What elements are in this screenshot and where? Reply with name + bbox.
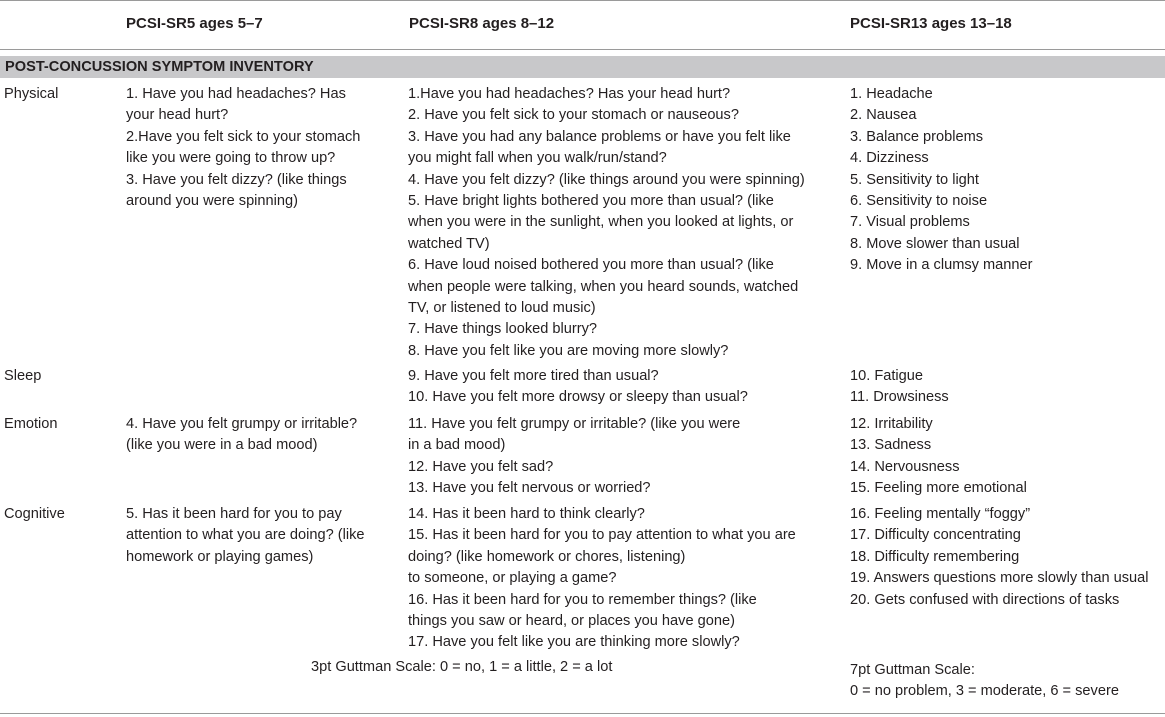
text-line: when people were talking, when you heard sounds, watched [408,278,799,295]
emotion-sr5-cell [126,414,396,457]
header-rule [0,49,1165,50]
bottom-rule [0,713,1165,714]
text-line: 13. Have you felt nervous or worried? [408,480,651,497]
text-line: 10. Fatigue [850,368,924,384]
sleep-sr13-cell [850,366,1165,409]
text-line: 17. Difficulty concentrating [850,527,1021,544]
text-line: 15. Feeling more emotional [850,480,1027,497]
text-line: 7. Have things looked blurry? [408,321,598,338]
text-line: you might fall when you walk/run/stand? [408,150,667,167]
row-label-emotion: Emotion [4,416,58,432]
text-line: 14. Nervousness [850,458,960,475]
cognitive-sr5-cell [126,504,396,568]
text-line: attention to what you are doing? (like [126,527,365,544]
emotion-sr8-cell [408,414,828,500]
text-line: (like you were in a bad mood) [126,437,318,454]
text-line: 1.Have you had headaches? Has your head hurt? [408,86,731,102]
text-line: things you saw or heard, or places you have gone) [408,613,735,630]
text-line: 4. Dizziness [850,150,929,167]
text-line: 1. Headache [850,86,933,102]
text-line: 11. Have you felt grumpy or irritable? (like you were [408,416,741,432]
row-label-sleep: Sleep [4,368,42,384]
text-line: 20. Gets confused with directions of tasks [850,591,1120,608]
text-line: 7. Visual problems [850,214,970,231]
text-line: TV, or listened to loud music) [408,300,596,317]
text-line: your head hurt? [126,107,229,124]
text-line: 6. Sensitivity to noise [850,193,988,210]
text-line: 17. Have you felt like you are thinking more slowly? [408,634,740,651]
physical-sr8-cell [408,84,828,362]
column-header-pcsi-sr13: PCSI-SR13 ages 13–18 [850,15,1012,32]
text-line: doing? (like homework or chores, listening) [408,548,686,565]
text-line: 2.Have you felt sick to your stomach [126,128,361,145]
text-line: 4. Have you felt grumpy or irritable? [126,416,358,432]
text-line: 3. Balance problems [850,128,984,145]
text-line: 8. Have you felt like you are moving more slowly? [408,342,729,359]
text-line: 3. Have you felt dizzy? (like things [126,171,347,188]
text-line: homework or playing games) [126,548,314,565]
text-line: 12. Have you felt sad? [408,458,554,475]
text-line: 2. Have you felt sick to your stomach or nauseous? [408,107,739,124]
text-line: 12. Irritability [850,416,933,432]
scale-7pt-title: 7pt Guttman Scale: [850,662,975,678]
row-label-cognitive: Cognitive [4,506,65,522]
text-line: around you were spinning) [126,193,298,210]
emotion-sr13-cell [850,414,1165,500]
text-line: like you were going to throw up? [126,150,336,167]
column-header-pcsi-sr8: PCSI-SR8 ages 8–12 [409,15,555,32]
text-line: 11. Drowsiness [850,389,949,406]
text-line: watched TV) [408,235,490,252]
text-line: 5. Have bright lights bothered you more than usual? (like [408,193,774,210]
cognitive-sr13-cell [850,504,1165,611]
column-header-pcsi-sr5: PCSI-SR5 ages 5–7 [126,15,263,32]
row-label-physical: Physical [4,86,59,102]
text-line: when you were in the sunlight, when you looked at lights, or [408,214,794,231]
text-line: 13. Sadness [850,437,932,454]
section-title: POST-CONCUSSION SYMPTOM INVENTORY [5,59,314,75]
text-line: to someone, or playing a game? [408,570,617,587]
scale-7pt-values: 0 = no problem, 3 = moderate, 6 = severe [850,683,1119,699]
cognitive-sr8-cell [408,504,828,654]
text-line: 8. Move slower than usual [850,235,1020,252]
text-line: 5. Sensitivity to light [850,171,979,188]
text-line: 5. Has it been hard for you to pay [126,506,342,522]
physical-sr13-cell [850,84,1165,277]
text-line: in a bad mood) [408,437,506,454]
sleep-sr8-cell [408,366,828,409]
text-line: 18. Difficulty remembering [850,548,1020,565]
text-line: 15. Has it been hard for you to pay attention to what you are [408,527,796,544]
text-line: 9. Have you felt more tired than usual? [408,368,659,384]
scale-3pt-note: 3pt Guttman Scale: 0 = no, 1 = a little, 2 = a lot [311,659,613,675]
text-line: 1. Have you had headaches? Has [126,86,346,102]
text-line: 16. Has it been hard for you to remember things? (like [408,591,757,608]
top-rule [0,0,1165,1]
text-line: 10. Have you felt more drowsy or sleepy than usual? [408,389,748,406]
text-line: 6. Have loud noised bothered you more than usual? (like [408,257,774,274]
text-line: 4. Have you felt dizzy? (like things around you were spinning) [408,171,805,188]
physical-sr5-cell [126,84,396,212]
text-line: 14. Has it been hard to think clearly? [408,506,645,522]
text-line: 3. Have you had any balance problems or have you felt like [408,128,791,145]
text-line: 9. Move in a clumsy manner [850,257,1033,274]
section-band [0,56,1165,78]
text-line: 2. Nausea [850,107,917,124]
text-line: 16. Feeling mentally “foggy” [850,506,1031,522]
text-line: 19. Answers questions more slowly than usual [850,570,1149,587]
